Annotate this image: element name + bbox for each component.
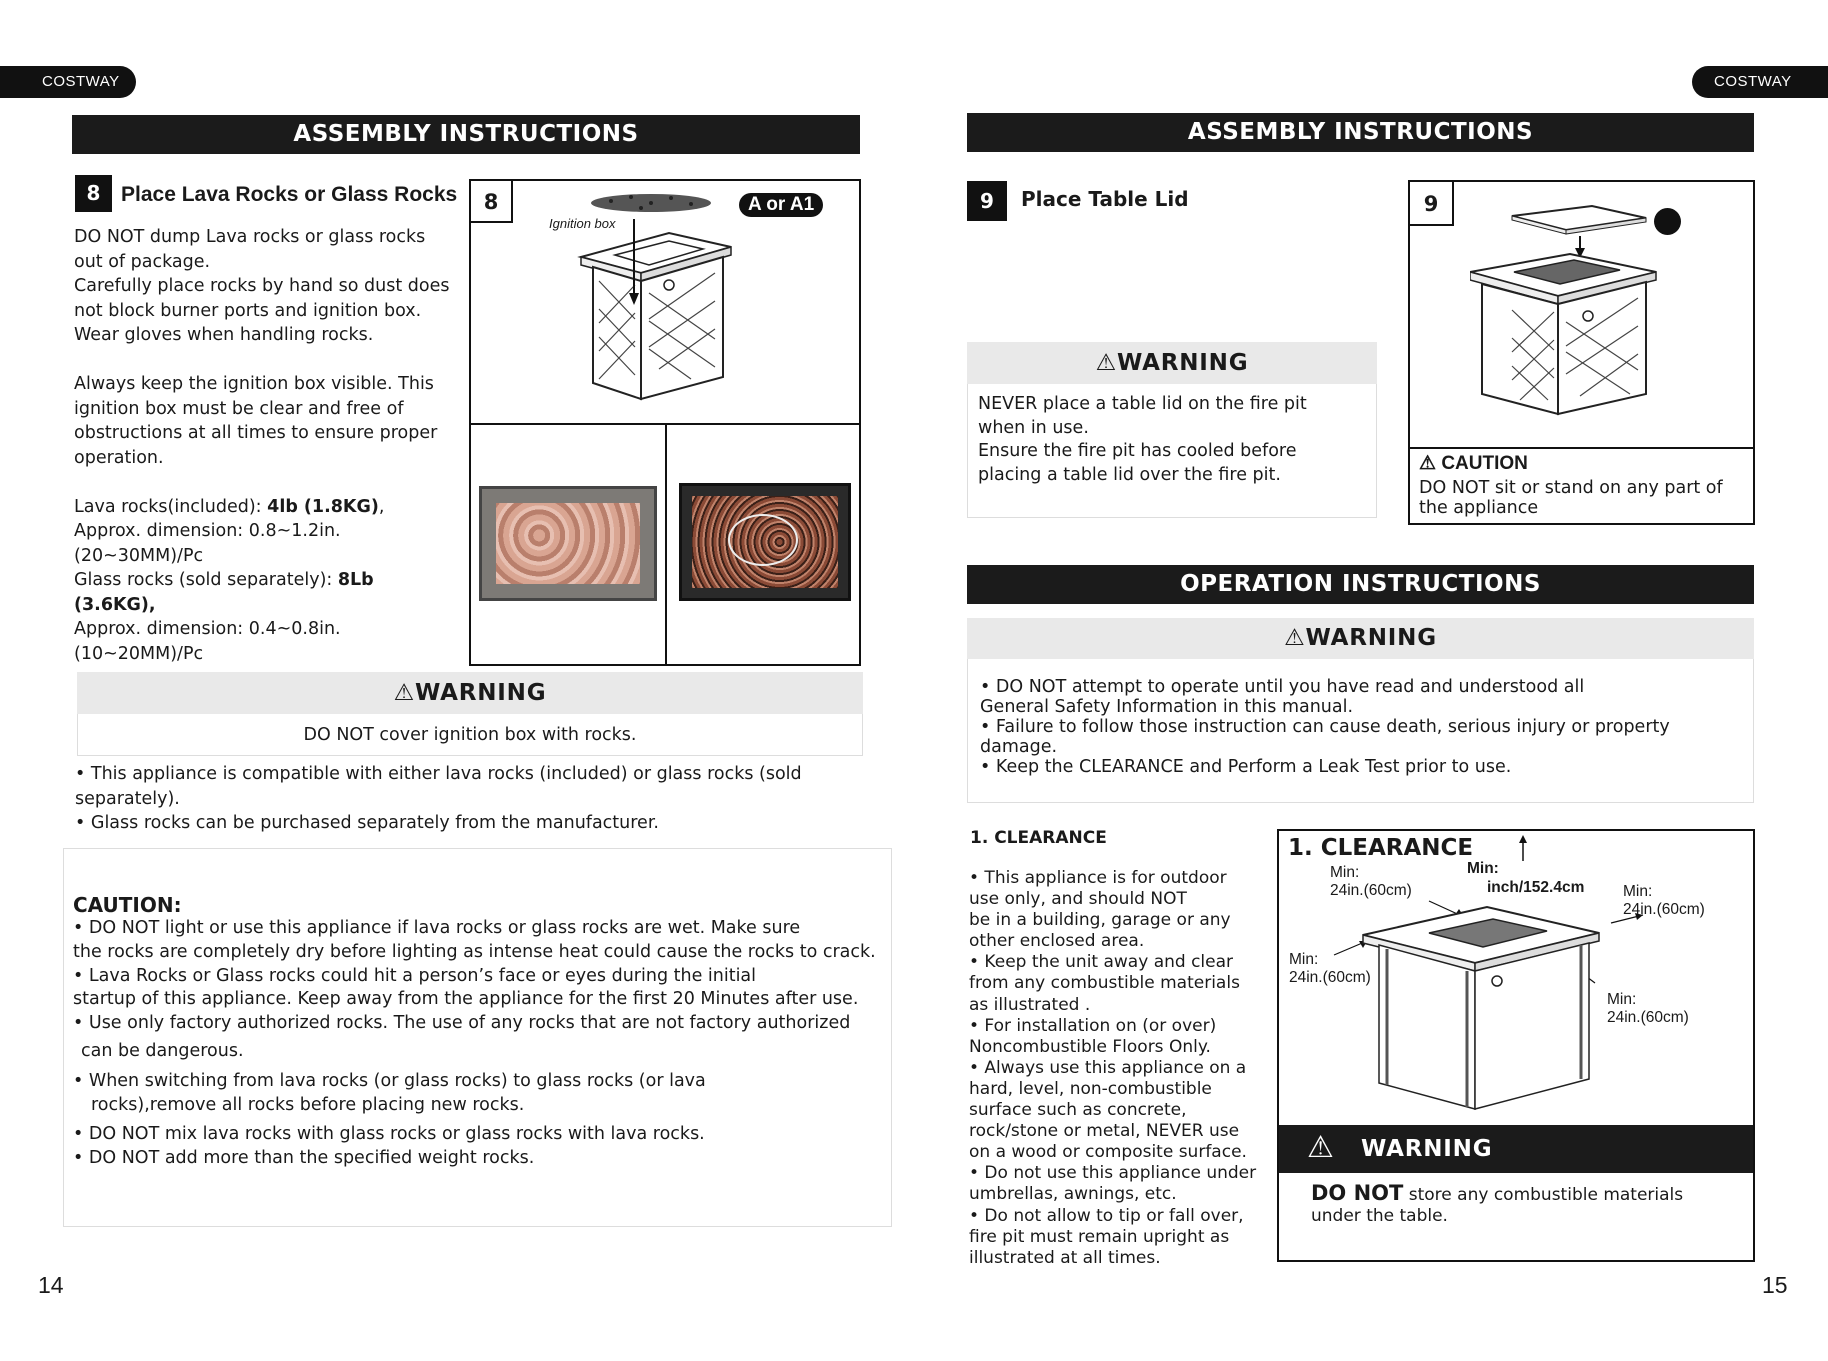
text-line: operation. <box>74 447 164 468</box>
caution-line: • When switching from lava rocks (or glass rocks) to glass rocks (or lava <box>73 1070 706 1091</box>
badge-a-or-a1: A or A1 <box>739 193 823 217</box>
dim-front-left: 24in.(60cm) <box>1330 882 1412 899</box>
caution-line: the appliance <box>1419 498 1539 518</box>
clearance-line: other enclosed area. <box>969 931 1145 952</box>
warning-line: when in use. <box>978 417 1089 438</box>
clearance-line: surface such as concrete, <box>969 1100 1187 1121</box>
lava-rocks-photo <box>479 486 657 601</box>
min-label-front-left: Min: <box>1330 864 1360 881</box>
caution-lines <box>73 917 876 1171</box>
text-line: Carefully place rocks by hand so dust does <box>74 276 450 296</box>
page-number-left: 14 <box>38 1272 64 1298</box>
clearance-line: on a wood or composite surface. <box>969 1142 1247 1163</box>
warning-header-left <box>77 672 863 714</box>
dim-right: 24in.(60cm) <box>1623 901 1705 918</box>
step-title-8: Place Lava Rocks or Glass Rocks <box>121 183 458 206</box>
caution-line: the rocks are completely dry before lighting as intense heat could cause the rocks to crack. <box>73 941 876 962</box>
warning-title: WARNING <box>1361 1136 1493 1162</box>
clearance-line: umbrellas, awnings, etc. <box>969 1184 1177 1205</box>
clearance-line: • Do not allow to tip or fall over, <box>969 1205 1244 1226</box>
lava-spec: Lava rocks(included): 4lb (1.8KG), <box>74 496 385 517</box>
ignition-box-label: Ignition box <box>549 216 616 231</box>
compat-bullets <box>75 762 802 836</box>
step-number-9: 9 <box>967 181 1007 221</box>
dim-back: 24in.(60cm) <box>1607 1009 1689 1026</box>
dim-top: inch/152.4cm <box>1487 879 1585 896</box>
clearance-line: be in a building, garage or any <box>969 910 1231 931</box>
text-line: (20~30MM)/Pc <box>74 545 204 566</box>
figure-8-number: 8 <box>471 181 513 223</box>
dim-left: 24in.(60cm) <box>1289 969 1371 986</box>
clearance-figure <box>1277 829 1755 1262</box>
min-label-back: Min: <box>1607 991 1637 1008</box>
caution-header-fig9 <box>1419 452 1528 475</box>
warning-line: • Failure to follow those instruction can cause death, serious injury or property <box>980 717 1670 737</box>
clearance-line: Noncombustible Floors Only. <box>969 1036 1211 1057</box>
bullet-line: • This appliance is compatible with either lava rocks (included) or glass rocks (sold <box>75 764 802 784</box>
caution-line: DO NOT sit or stand on any part of <box>1419 478 1723 498</box>
clearance-line: illustrated at all times. <box>969 1247 1161 1268</box>
warning-title: WARNING <box>1305 625 1437 651</box>
clearance-line: • Always use this appliance on a <box>969 1057 1247 1078</box>
warning-triangle-icon: ⚠ <box>1419 453 1437 474</box>
caution-text-fig9 <box>1419 478 1723 518</box>
text-line: Approx. dimension: 0.8~1.2in. <box>74 521 341 541</box>
figure-8 <box>469 179 861 666</box>
warning-header-operation <box>967 618 1754 659</box>
warning-triangle-icon: ⚠ <box>1095 350 1118 376</box>
warning-line: • Keep the CLEARANCE and Perform a Leak Test prior to use. <box>980 757 1512 777</box>
clearance-line: use only, and should NOT <box>969 889 1187 910</box>
page-number-right: 15 <box>1762 1272 1788 1298</box>
text-line: Approx. dimension: 0.4~0.8in. <box>74 619 341 639</box>
firepit-lid-illustration-icon <box>1470 202 1710 427</box>
glass-spec: Glass rocks (sold separately): 8Lb <box>74 570 374 590</box>
figure-9-number: 9 <box>1410 182 1454 226</box>
clearance-line: rock/stone or metal, NEVER use <box>969 1121 1240 1142</box>
clearance-subtitle: 1. CLEARANCE <box>970 828 1107 848</box>
warning-line: Ensure the fire pit has cooled before <box>978 441 1297 461</box>
warning-title: WARNING <box>415 680 547 706</box>
caution-line: • Lava Rocks or Glass rocks could hit a person’s face or eyes during the initial <box>73 965 757 986</box>
warning-triangle-icon: ⚠ <box>1284 625 1306 651</box>
text-line: (10~20MM)/Pc <box>74 643 204 664</box>
warning-line: damage. <box>980 737 1058 757</box>
firepit-illustration-icon <box>541 189 791 414</box>
step-number-8: 8 <box>75 175 112 212</box>
text-line: DO NOT dump Lava rocks or glass rocks <box>74 227 426 247</box>
text-line: Always keep the ignition box visible. This <box>74 374 434 394</box>
warning-triangle-icon: ⚠ <box>393 680 416 706</box>
clearance-line: as illustrated . <box>969 994 1091 1015</box>
warning-line: • DO NOT attempt to operate until you have read and understood all <box>980 677 1585 697</box>
assembly-header-left: ASSEMBLY INSTRUCTIONS <box>72 115 860 154</box>
clearance-text <box>969 868 1256 1269</box>
warning-text-left: DO NOT cover ignition box with rocks. <box>77 714 863 756</box>
clearance-line: hard, level, non-combustible <box>969 1078 1212 1099</box>
clearance-warning-text: DO NOT store any combustible materials under the table. <box>1311 1181 1684 1226</box>
text-line: obstructions at all times to ensure proper <box>74 423 438 443</box>
warning-text-operation <box>967 659 1754 803</box>
caution-line: • DO NOT light or use this appliance if lava rocks or glass rocks are wet. Make sure <box>73 918 801 938</box>
clearance-line: from any combustible materials <box>969 973 1240 994</box>
brand-tab-right: COSTWAY <box>1692 66 1828 98</box>
clearance-line: fire pit must remain upright as <box>969 1226 1230 1247</box>
text-line: out of package. <box>74 251 211 272</box>
clearance-warning-bar <box>1279 1125 1753 1173</box>
assembly-header-right: ASSEMBLY INSTRUCTIONS <box>967 113 1754 152</box>
min-label-left: Min: <box>1289 951 1319 968</box>
clearance-line: • Do not use this appliance under <box>969 1163 1257 1184</box>
warning-text-step9 <box>967 384 1377 518</box>
clearance-line: • For installation on (or over) <box>969 1015 1217 1036</box>
warning-line: placing a table lid over the fire pit. <box>978 464 1281 485</box>
bullet-line: • Glass rocks can be purchased separately from the manufacturer. <box>75 813 659 833</box>
glass-rocks-photo <box>679 483 851 601</box>
text-line: Wear gloves when handling rocks. <box>74 325 374 345</box>
step-title-9: Place Table Lid <box>1021 187 1189 211</box>
clearance-line: • This appliance is for outdoor <box>969 868 1227 888</box>
caution-line: • Use only factory authorized rocks. The use of any rocks that are not factory authorized <box>73 1013 851 1034</box>
warning-line: General Safety Information in this manual. <box>980 697 1354 717</box>
caution-title: CAUTION <box>1441 453 1528 474</box>
caution-title: CAUTION: <box>73 893 182 917</box>
caution-line: startup of this appliance. Keep away from the appliance for the first 20 Minutes after use. <box>73 989 859 1010</box>
clearance-figure-title: 1. CLEARANCE <box>1288 835 1474 861</box>
text-line: not block burner ports and ignition box. <box>74 300 422 321</box>
brand-tab-left: COSTWAY <box>0 66 136 98</box>
caution-line: can be dangerous. <box>81 1040 244 1061</box>
warning-title: WARNING <box>1117 350 1249 376</box>
warning-line: NEVER place a table lid on the fire pit <box>978 394 1307 414</box>
min-label-top: Min: <box>1467 860 1499 877</box>
caution-box <box>63 848 892 1227</box>
clearance-line: • Keep the unit away and clear <box>969 952 1234 973</box>
caution-line: • DO NOT add more than the specified weight rocks. <box>73 1148 535 1169</box>
operation-header: OPERATION INSTRUCTIONS <box>967 565 1754 604</box>
bullet-line: separately). <box>75 788 180 809</box>
min-label-right: Min: <box>1623 883 1653 900</box>
glass-weight: (3.6KG), <box>74 594 156 615</box>
caution-line: rocks),remove all rocks before placing new rocks. <box>91 1094 525 1115</box>
step8-instructions <box>74 225 449 666</box>
caution-line: • DO NOT mix lava rocks with glass rocks or glass rocks with lava rocks. <box>73 1124 705 1145</box>
warning-header-step9 <box>967 342 1377 384</box>
text-line: ignition box must be clear and free of <box>74 398 404 419</box>
figure-9 <box>1408 180 1755 525</box>
warning-triangle-icon: ⚠ <box>1307 1130 1334 1165</box>
